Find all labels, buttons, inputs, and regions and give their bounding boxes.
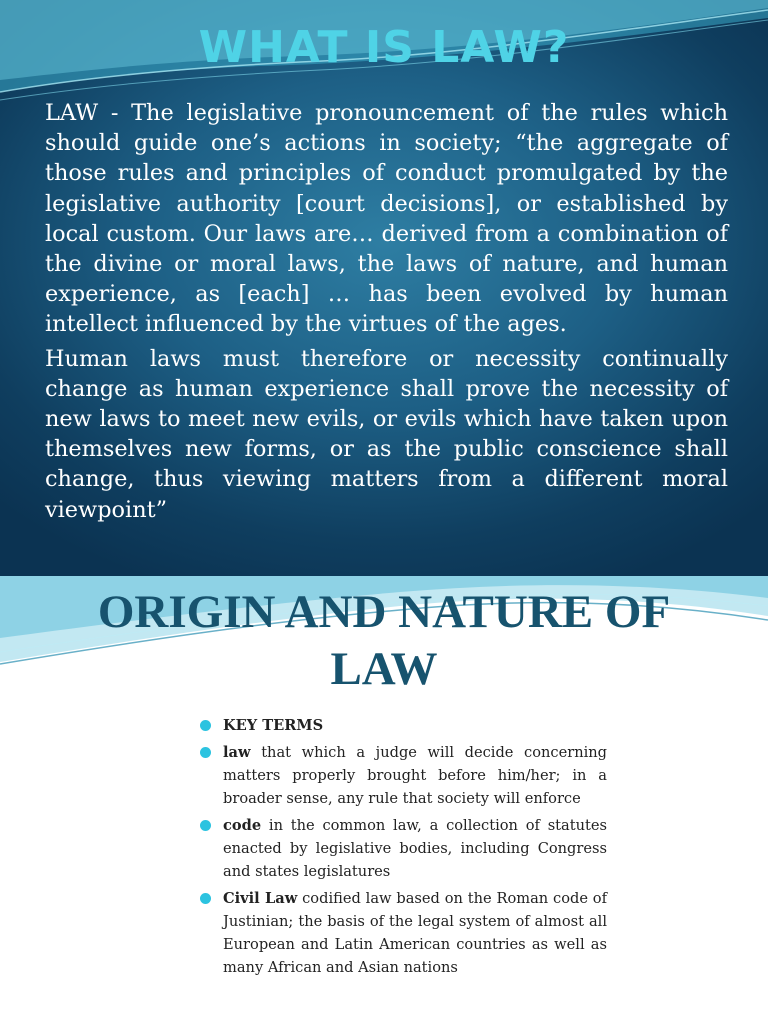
list-item-term: law: [223, 744, 251, 761]
list-item-text: that which a judge will decide concerning matters properly brought before him/her; in a broader sense, any rule that society will enforce: [223, 744, 607, 807]
slide-title: WHAT IS LAW?: [198, 22, 570, 73]
key-terms-list: [198, 714, 607, 983]
list-item: [198, 714, 607, 737]
list-item: [198, 741, 607, 810]
list-item-text: in the common law, a collection of statutes enacted by legislative bodies, including Congress and states legislatures: [223, 817, 607, 880]
bullet-dot-icon: [200, 720, 211, 731]
list-item: [198, 814, 607, 883]
bullet-dot-icon: [200, 747, 211, 758]
list-item: [198, 887, 607, 979]
slide-origin-and-nature: [0, 576, 768, 1024]
paragraph-human-laws: Human laws must therefore or necessity continually change as human experience shall prove the necessity of new laws to meet new evils, or evils which have taken upon themselves new forms, or as the public conscience shall change, thus viewing matters from a different moral viewpoint”: [45, 345, 728, 523]
list-item-text: codified law based on the Roman code of Justinian; the basis of the legal system of almost all European and Latin American countries as well as many African and Asian nations: [223, 890, 607, 976]
slide-title: ORIGIN AND NATURE OF LAW: [97, 586, 671, 695]
bullet-dot-icon: [200, 820, 211, 831]
slide-body: [45, 98, 728, 529]
bullet-dot-icon: [200, 893, 211, 904]
list-item-term: Civil Law: [223, 890, 298, 907]
list-item-term: code: [223, 817, 262, 834]
list-item-term: KEY TERMS: [223, 717, 324, 734]
paragraph-law-definition: LAW - The legislative pronouncement of the rules which should guide one’s actions in society; “the aggregate of those rules and principles of conduct promulgated by the legislative authority [court decisions], or established by local custom. Our laws are… derived from a combination of the divine or moral laws, the laws of nature, and human experience, as [each] … has been evolved by human intellect influenced by the virtues of the ages.: [45, 100, 728, 338]
